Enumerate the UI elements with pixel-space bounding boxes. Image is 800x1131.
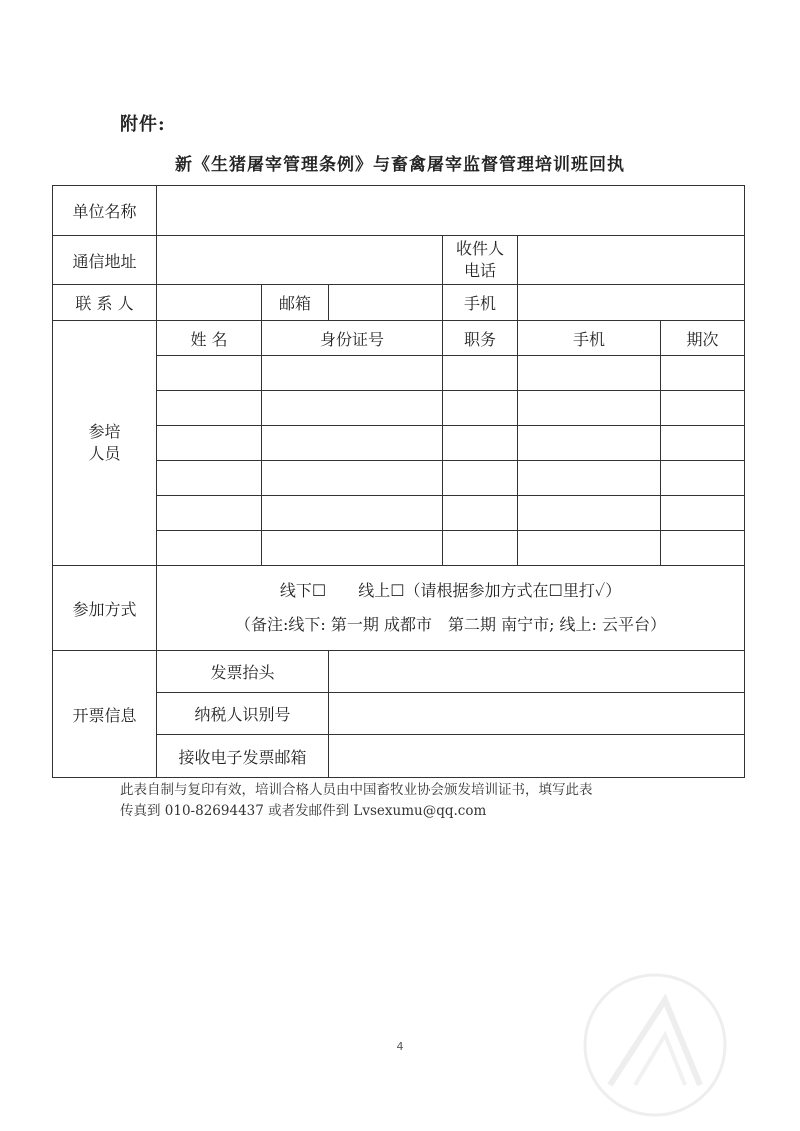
participant-position-cell[interactable] — [443, 391, 518, 426]
address-label: 通信地址 — [53, 236, 157, 285]
address-field[interactable] — [157, 236, 443, 285]
unit-name-field[interactable] — [157, 186, 745, 236]
column-header-id-number: 身份证号 — [262, 321, 443, 356]
unit-name-label: 单位名称 — [53, 186, 157, 236]
address-row — [53, 236, 745, 285]
participant-mobile-cell[interactable] — [518, 356, 661, 391]
einvoice-email-label: 接收电子发票邮箱 — [157, 735, 329, 778]
column-header-session: 期次 — [661, 321, 745, 356]
taxpayer-id-field[interactable] — [329, 693, 745, 735]
postcode-field[interactable] — [329, 285, 443, 321]
participant-id-cell[interactable] — [262, 356, 443, 391]
participant-position-cell[interactable] — [443, 426, 518, 461]
participant-mobile-cell[interactable] — [518, 391, 661, 426]
footer-line-2: 传真到 010-82694437 或者发邮件到 Lvsexumu@qq.com — [120, 803, 487, 819]
participant-name-cell[interactable] — [157, 356, 262, 391]
page-number: 4 — [396, 1040, 404, 1053]
postcode-label: 邮箱 — [262, 285, 329, 321]
participant-position-cell[interactable] — [443, 356, 518, 391]
contact-row — [53, 285, 745, 321]
participant-position-cell[interactable] — [443, 461, 518, 496]
method-line-1[interactable]: 线下☐ 线上☐（请根据参加方式在☐里打✓） — [279, 581, 622, 600]
method-line-2: （备注:线下: 第一期 成都市 第二期 南宁市; 线上: 云平台） — [235, 615, 667, 634]
participant-row — [53, 391, 745, 426]
participant-session-cell[interactable] — [661, 531, 745, 566]
mobile-label: 手机 — [443, 285, 518, 321]
participant-id-cell[interactable] — [262, 391, 443, 426]
method-label: 参加方式 — [53, 566, 157, 651]
column-header-position: 职务 — [443, 321, 518, 356]
participants-label-line2: 人员 — [88, 444, 121, 463]
invoice-title-row — [53, 651, 745, 693]
recipient-phone-label — [443, 236, 518, 285]
participant-row — [53, 461, 745, 496]
participant-id-cell[interactable] — [262, 496, 443, 531]
reply-form-table — [52, 185, 745, 778]
participant-name-cell[interactable] — [157, 531, 262, 566]
participant-id-cell[interactable] — [262, 426, 443, 461]
recipient-phone-field[interactable] — [518, 236, 745, 285]
method-row — [53, 566, 745, 651]
participant-name-cell[interactable] — [157, 461, 262, 496]
page-title: 新《生猪屠宰管理条例》与畜禽屠宰监督管理培训班回执 — [175, 155, 625, 175]
participant-row — [53, 496, 745, 531]
participant-row — [53, 426, 745, 461]
participants-header-row — [53, 321, 745, 356]
taxpayer-id-row — [53, 693, 745, 735]
method-options[interactable] — [157, 566, 745, 651]
participant-mobile-cell[interactable] — [518, 531, 661, 566]
attachment-label: 附件: — [120, 114, 166, 135]
footer-note — [120, 780, 720, 822]
recipient-label-line2: 电话 — [463, 261, 496, 280]
column-header-name: 姓 名 — [157, 321, 262, 356]
participant-name-cell[interactable] — [157, 426, 262, 461]
unit-name-row — [53, 186, 745, 236]
participant-row — [53, 531, 745, 566]
participant-session-cell[interactable] — [661, 496, 745, 531]
participant-session-cell[interactable] — [661, 391, 745, 426]
participant-session-cell[interactable] — [661, 356, 745, 391]
contact-field[interactable] — [157, 285, 262, 321]
einvoice-email-row — [53, 735, 745, 778]
contact-label: 联 系 人 — [53, 285, 157, 321]
footer-line-1: 此表自制与复印有效，培训合格人员由中国畜牧业协会颁发培训证书，填写此表 — [120, 782, 593, 798]
participants-label — [53, 321, 157, 566]
participant-position-cell[interactable] — [443, 531, 518, 566]
invoice-title-label: 发票抬头 — [157, 651, 329, 693]
participant-session-cell[interactable] — [661, 426, 745, 461]
participant-name-cell[interactable] — [157, 496, 262, 531]
participant-position-cell[interactable] — [443, 496, 518, 531]
taxpayer-id-label: 纳税人识别号 — [157, 693, 329, 735]
recipient-label-line1: 收件人 — [455, 239, 504, 258]
participant-mobile-cell[interactable] — [518, 496, 661, 531]
participant-row — [53, 356, 745, 391]
invoice-title-field[interactable] — [329, 651, 745, 693]
participants-label-line1: 参培 — [88, 422, 121, 441]
participant-mobile-cell[interactable] — [518, 426, 661, 461]
invoice-label: 开票信息 — [53, 651, 157, 778]
einvoice-email-field[interactable] — [329, 735, 745, 778]
participant-id-cell[interactable] — [262, 531, 443, 566]
column-header-mobile: 手机 — [518, 321, 661, 356]
participant-mobile-cell[interactable] — [518, 461, 661, 496]
participant-id-cell[interactable] — [262, 461, 443, 496]
participant-session-cell[interactable] — [661, 461, 745, 496]
mobile-field[interactable] — [518, 285, 745, 321]
participant-name-cell[interactable] — [157, 391, 262, 426]
